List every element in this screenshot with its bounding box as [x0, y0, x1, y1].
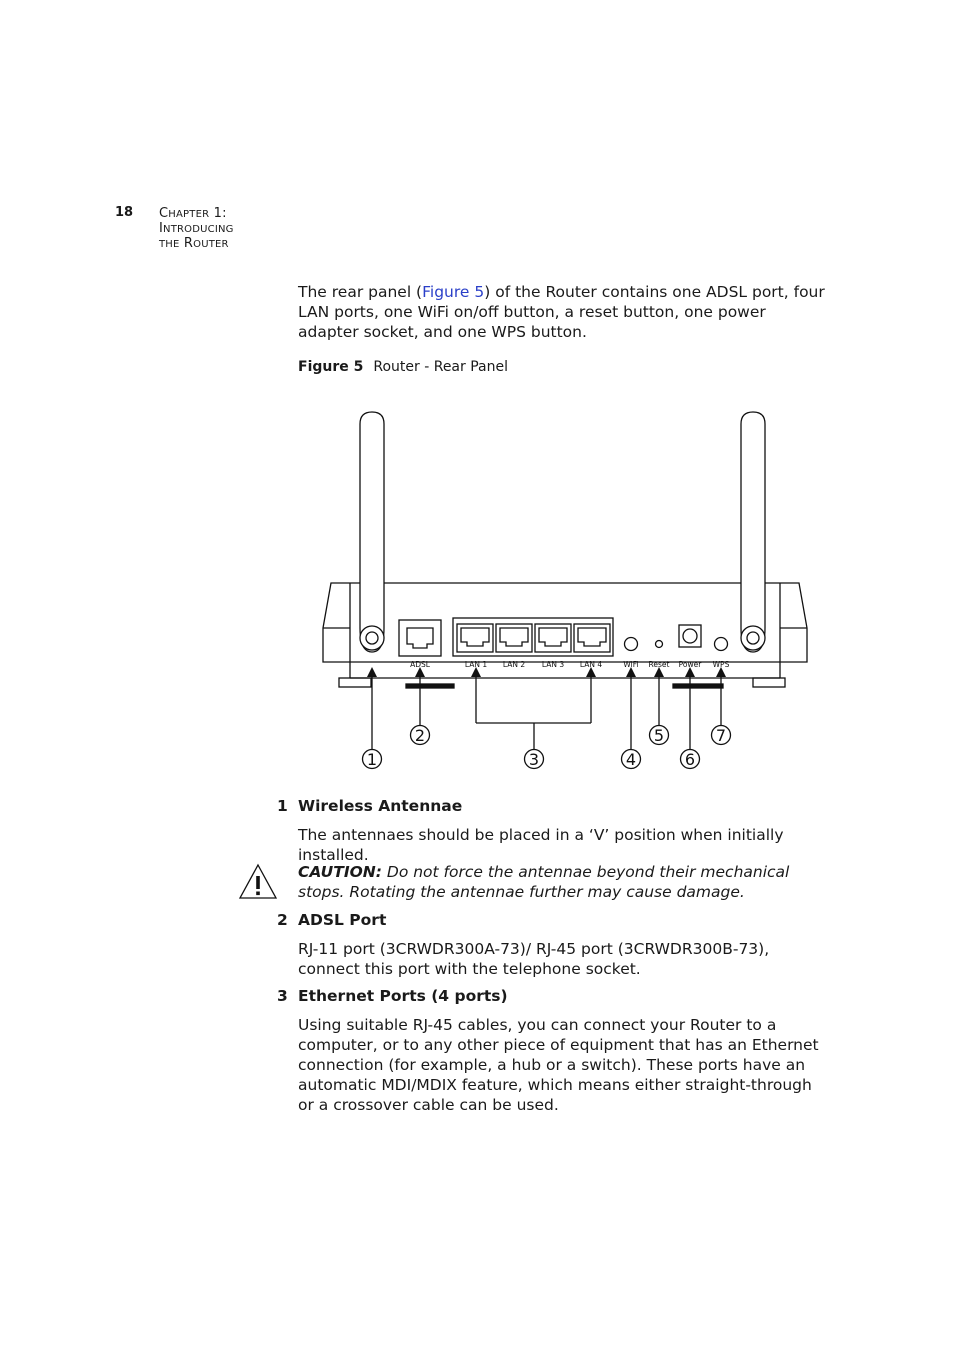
- label-reset: Reset: [648, 660, 670, 669]
- lan-port-3: [535, 624, 571, 652]
- caution-label: CAUTION:: [298, 863, 382, 881]
- figure-link[interactable]: Figure 5: [422, 283, 485, 301]
- callout-number-7: 7: [715, 726, 727, 745]
- label-wifi: WiFi: [623, 660, 639, 669]
- label-lan3: LAN 3: [541, 660, 565, 669]
- item-1-number: 1: [277, 797, 288, 815]
- lan-port-1: [457, 624, 493, 652]
- item-1-title: Wireless Antennae: [298, 797, 463, 815]
- wifi-button: [625, 638, 638, 651]
- caution-text: CAUTION: Do not force the antennae beyond their mechanical stops. Rotating the antennae further may cause damage.: [298, 863, 790, 901]
- item-3-title: Ethernet Ports (4 ports): [298, 987, 508, 1005]
- label-power: Power: [678, 660, 702, 669]
- item-2-body: RJ-11 port (3CRWDR300A-73)/ RJ-45 port (3CRWDR300B-73), connect this port with the telephone socket.: [298, 940, 770, 978]
- label-lan1: LAN 1: [464, 660, 488, 669]
- callout-number-3: 3: [528, 750, 540, 769]
- adsl-port: [399, 620, 441, 656]
- label-wps: WPS: [712, 660, 730, 669]
- foot-left: [339, 678, 371, 687]
- lan-port-2: [496, 624, 532, 652]
- callout-number-5: 5: [653, 726, 665, 745]
- page-number: 18: [115, 205, 134, 220]
- label-lan2: LAN 2: [502, 660, 526, 669]
- caution-icon: [238, 863, 278, 901]
- router-rear-panel-drawing: [315, 400, 815, 780]
- foot-center-right: [673, 684, 723, 688]
- item-1-body: The antennaes should be placed in a ‘V’ position when initially installed.: [298, 826, 784, 864]
- label-lan4: LAN 4: [579, 660, 603, 669]
- router-rear-panel-figure: [315, 400, 815, 780]
- router-panel-outline: [323, 583, 807, 662]
- arrowhead-1: [367, 667, 377, 677]
- intro-paragraph: The rear panel (Figure 5) of the Router contains one ADSL port, four LAN ports, one WiFi on/off button, a reset button, one power adapter socket, and one WPS button.: [298, 283, 825, 341]
- figure-caption-text: Router - Rear Panel: [373, 359, 508, 375]
- label-adsl: ADSL: [410, 660, 430, 669]
- item-3-body: Using suitable RJ-45 cables, you can connect your Router to a computer, or to any other piece of equipment that has an Ethernet connection (for example, a hub or a switch). These ports have an automatic MDI/MDIX feature, which means either straight-through or a crossover cable can be used.: [298, 1016, 819, 1114]
- power-socket: [679, 625, 701, 647]
- figure-label: Figure 5: [298, 359, 364, 375]
- antenna-right: [741, 412, 765, 652]
- foot-right: [753, 678, 785, 687]
- reset-button: [656, 641, 663, 648]
- item-2-title: ADSL Port: [298, 911, 387, 929]
- item-3-number: 3: [277, 987, 288, 1005]
- callout-number-2: 2: [414, 726, 426, 745]
- wps-button: [715, 638, 728, 651]
- item-2-number: 2: [277, 911, 288, 929]
- callout-number-1: 1: [366, 750, 378, 769]
- figure-caption: [298, 359, 508, 375]
- antenna-left: [360, 412, 384, 652]
- chapter-title: CHAPTER 1: INTRODUCING THE ROUTER: [159, 206, 234, 251]
- lan-port-4: [574, 624, 610, 652]
- foot-center-left: [406, 684, 454, 688]
- callout-number-4: 4: [625, 750, 637, 769]
- callout-number-6: 6: [684, 750, 696, 769]
